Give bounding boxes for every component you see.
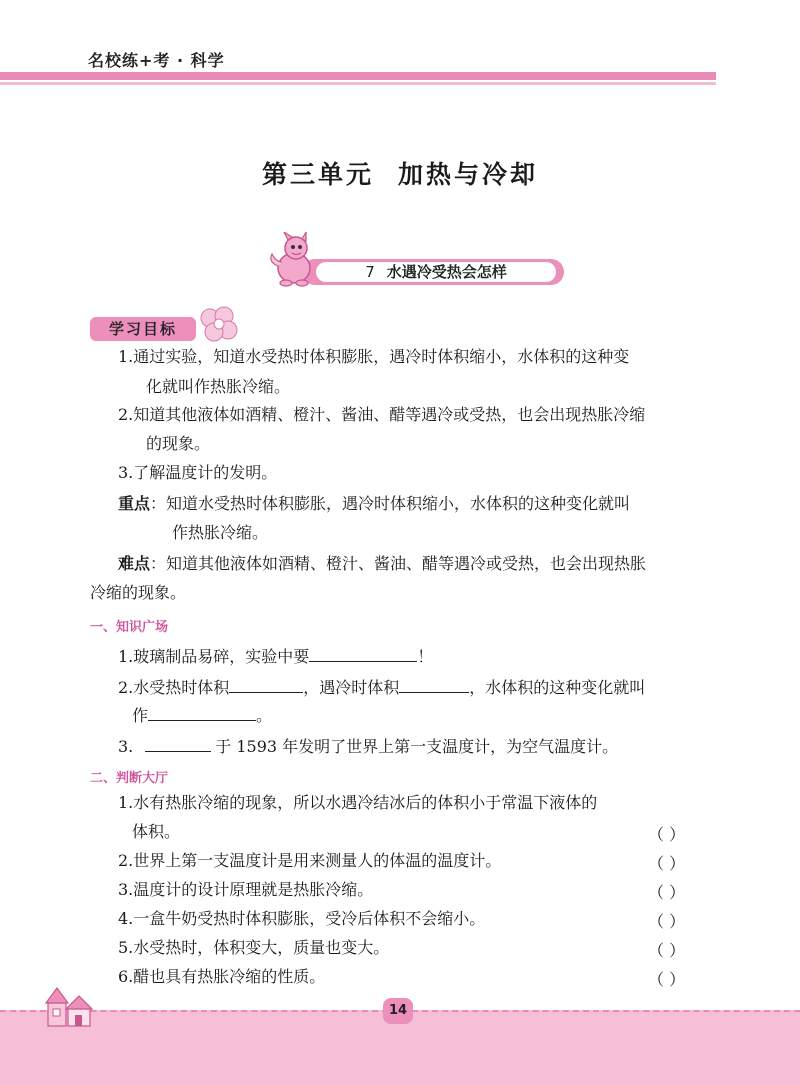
objective-2-line1: 2.知道其他液体如酒精、橙汁、酱油、醋等遇冷或受热，也会出现热胀冷缩	[118, 405, 646, 424]
judge-item-5: 5.水受热时，体积变大，质量也变大。	[118, 938, 390, 957]
objective-1-line1: 1.通过实验，知道水受热时体积膨胀，遇冷时体积缩小，水体积的这种变	[118, 347, 630, 366]
fill-q1-blank[interactable]	[309, 645, 417, 662]
flower-icon	[196, 304, 240, 344]
key-text: ：知道水受热时体积膨胀，遇冷时体积缩小，水体积的这种变化就叫	[150, 494, 631, 513]
judge-item-3: 3.温度计的设计原理就是热胀冷缩。	[118, 880, 374, 899]
lesson-number: 7	[365, 263, 375, 281]
objective-2-line2: 的现象。	[146, 434, 211, 453]
fill-q3-num: 3.	[118, 737, 134, 756]
answer-paren-5[interactable]: （ ）	[648, 941, 686, 960]
key-label: 重点	[118, 494, 151, 513]
fill-q1-end: ！	[417, 647, 434, 666]
page-number: 14	[383, 998, 413, 1024]
fill-q2-blank-a[interactable]	[229, 676, 303, 693]
difficult-point-line2: 冷缩的现象。	[90, 583, 187, 602]
fill-q2-blank-c[interactable]	[148, 704, 256, 721]
unit-number: 第三单元	[261, 160, 374, 189]
section-heading-knowledge: 一、知识广场	[90, 620, 169, 635]
answer-paren-3[interactable]: （ ）	[648, 883, 686, 902]
objective-1-line2: 化就叫作热胀冷缩。	[146, 377, 291, 396]
castle-icon	[40, 982, 106, 1028]
fill-q1-text: 1.玻璃制品易碎，实验中要	[118, 647, 310, 666]
fill-q2-line2-end: 。	[256, 706, 273, 725]
fill-q2-mid: ，遇冷时体积	[303, 678, 400, 697]
fill-question-2-line2	[132, 704, 272, 726]
difficult-text: ：知道其他液体如酒精、橙汁、酱油、醋等遇冷或受热，也会出现热胀	[150, 554, 647, 573]
header-bar-thin	[0, 82, 716, 85]
judge-item-1-line1: 1.水有热胀冷缩的现象，所以水遇冷结冰后的体积小于常温下液体的	[118, 793, 598, 812]
dragon-mascot-icon	[266, 232, 320, 288]
book-title: 名校练+考 · 科学	[88, 51, 225, 70]
fill-q3-blank[interactable]	[145, 735, 211, 752]
judge-item-4: 4.一盒牛奶受热时体积膨胀，受冷后体积不会缩小。	[118, 909, 486, 928]
lesson-title: 水遇冷受热会怎样	[386, 263, 507, 281]
fill-question-1	[118, 645, 433, 667]
fill-q2-end: ，水体积的这种变化就叫	[469, 678, 646, 697]
fill-question-3	[118, 735, 618, 757]
lesson-title-box	[316, 262, 556, 282]
fill-q2-text: 2.水受热时体积	[118, 678, 230, 697]
header-bar	[0, 72, 716, 80]
difficult-point	[118, 554, 646, 574]
objectives-tag: 学习目标	[90, 317, 196, 341]
key-point-line2: 作热胀冷缩。	[172, 523, 269, 542]
objective-3: 3.了解温度计的发明。	[118, 463, 278, 482]
fill-q2-blank-b[interactable]	[399, 676, 469, 693]
judge-item-1-line2: 体积。	[132, 822, 181, 841]
unit-title	[0, 155, 800, 191]
key-point	[118, 494, 630, 514]
section-heading-judgment: 二、判断大厅	[90, 771, 169, 786]
fill-q3-text: 于 1593 年发明了世界上第一支温度计，为空气温度计。	[215, 737, 619, 756]
judge-item-6: 6.醋也具有热胀冷缩的性质。	[118, 967, 326, 986]
difficult-label: 难点	[118, 554, 151, 573]
answer-paren-1[interactable]: （ ）	[648, 825, 686, 844]
fill-q2-line2-text: 作	[132, 706, 149, 725]
fill-question-2	[118, 676, 645, 698]
answer-paren-2[interactable]: （ ）	[648, 854, 686, 873]
judge-item-2: 2.世界上第一支温度计是用来测量人的体温的温度计。	[118, 851, 502, 870]
answer-paren-6[interactable]: （ ）	[648, 970, 686, 989]
answer-paren-4[interactable]: （ ）	[648, 912, 686, 931]
unit-name: 加热与冷却	[398, 160, 539, 189]
